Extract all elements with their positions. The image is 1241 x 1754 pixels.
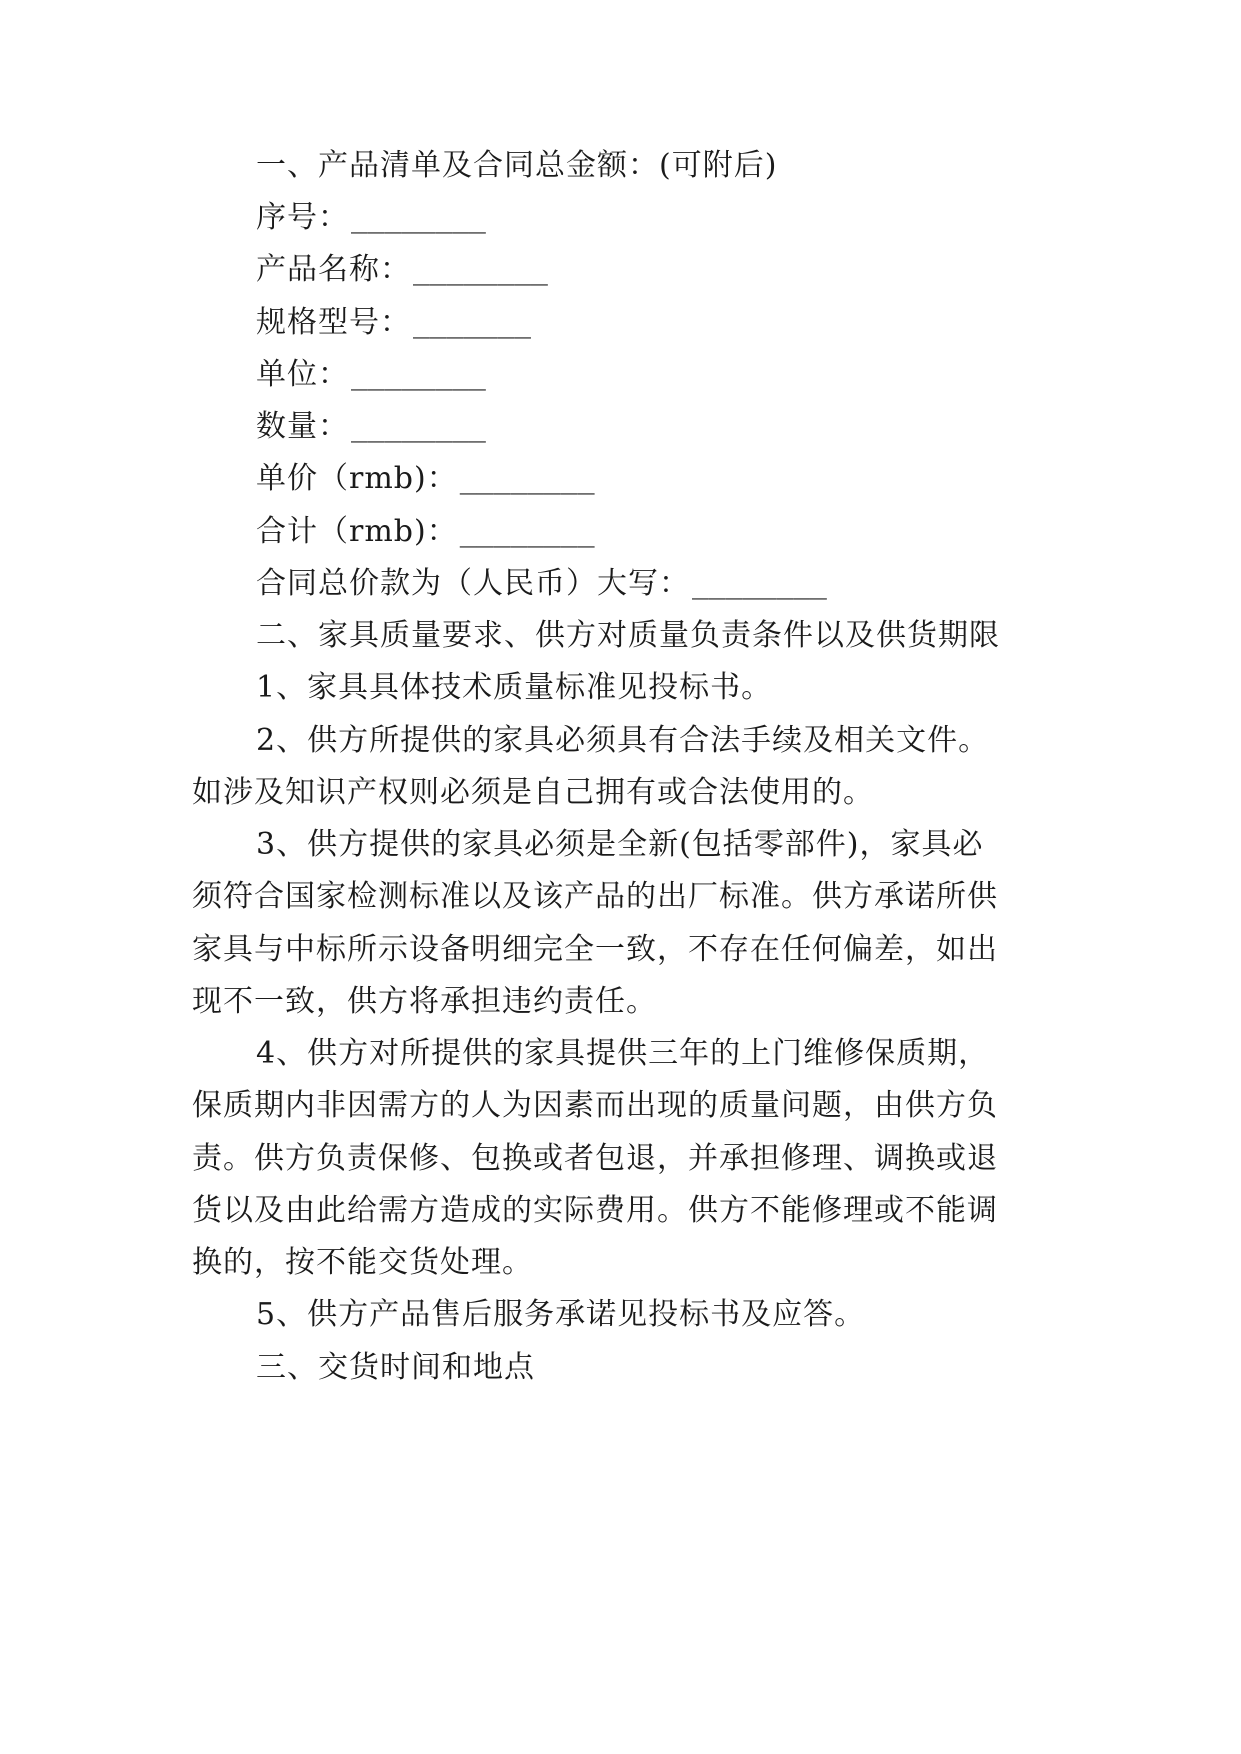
field-unit [256,357,1062,393]
clause-4-line-2: 保质期内非因需方的人为因素而出现的质量问题，由供方负 [192,1088,998,1123]
section-heading-quality: 二、家具质量要求、供方对质量负责条件以及供货期限 [256,618,1000,653]
clause-1: 1、家具具体技术质量标准见投标书。 [256,670,773,705]
blank-line: _______ [413,306,532,339]
field-label: 合计（rmb)： [256,514,458,549]
section-heading-delivery: 三、交货时间和地点 [256,1350,535,1385]
field-label: 单位： [256,357,349,392]
field-spec-model [256,305,1062,341]
field-serial-number [256,200,1062,236]
clause-3-line-3: 家具与中标所示设备明细完全一致，不存在任何偏差，如出 [192,932,998,967]
clause-2-line-1: 2、供方所提供的家具必须具有合法手续及相关文件。 [256,723,990,758]
clause-5: 5、供方产品售后服务承诺见投标书及应答。 [256,1297,866,1332]
field-total-amount-words [256,566,1062,602]
field-quantity [256,409,1062,445]
field-unit-price [256,461,1062,497]
blank-line: ________ [351,358,486,391]
blank-line: ________ [459,462,595,495]
clause-4-line-5: 换的，按不能交货处理。 [192,1245,533,1280]
clause-4-line-1: 4、供方对所提供的家具提供三年的上门维修保质期， [256,1036,990,1071]
clause-4-line-4: 货以及由此给需方造成的实际费用。供方不能修理或不能调 [192,1193,998,1228]
field-label: 单价（rmb)： [256,461,458,496]
blank-line: ________ [413,253,548,286]
section-heading-product-list: 一、产品清单及合同总金额：(可附后) [256,148,778,183]
field-label: 数量： [256,409,349,444]
clause-3-line-2: 须符合国家检测标准以及该产品的出厂标准。供方承诺所供 [192,879,998,914]
field-product-name [256,252,1062,288]
clause-2-line-2: 如涉及知识产权则必须是自己拥有或合法使用的。 [192,775,874,810]
field-label: 产品名称： [256,252,411,287]
blank-line: ________ [692,567,827,600]
field-subtotal [256,514,1062,550]
field-label: 规格型号： [256,305,411,340]
clause-4-line-3: 责。供方负责保修、包换或者包退，并承担修理、调换或退 [192,1141,998,1176]
field-label: 合同总价款为（人民币）大写： [256,566,690,601]
blank-line: ________ [459,515,595,548]
field-label: 序号： [256,200,349,235]
clause-3-line-4: 现不一致，供方将承担违约责任。 [192,984,657,1019]
blank-line: ________ [351,410,486,443]
blank-line: ________ [351,201,486,234]
clause-3-line-1: 3、供方提供的家具必须是全新(包括零部件)，家具必 [256,827,984,862]
